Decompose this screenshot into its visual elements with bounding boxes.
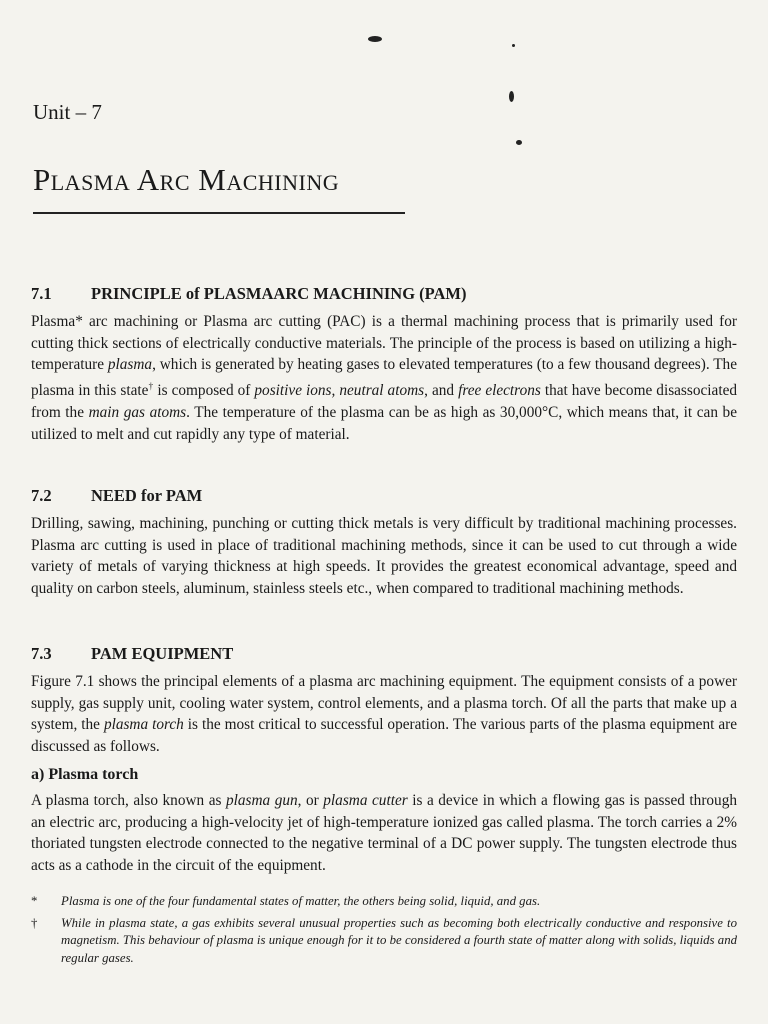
section-7-2 (31, 486, 737, 600)
section-heading (31, 486, 737, 506)
footnote (31, 915, 737, 968)
section-heading (31, 644, 737, 664)
footnote-text: Plasma is one of the four fundamental states of matter, the others being solid, liquid, and gas. (61, 894, 541, 908)
text-run: , and (424, 382, 459, 400)
text-run: . The temperature of the plasma can be as high as 30,000°C, which means that, it can be utilized to melt and cut rapidly any type of material. (31, 403, 737, 443)
title-underline (33, 212, 405, 214)
text-run: , which is generated by heating gases to elevated temperatures (to a few thousand degrees). The plasma in this state (31, 356, 737, 400)
scan-speck (368, 36, 382, 42)
section-paragraph (31, 311, 737, 445)
text-run: A plasma torch, also known as (31, 791, 226, 809)
section-number: 7.3 (31, 644, 52, 663)
text-run: Figure 7.1 shows the principal elements of a plasma arc machining equipment. The equipment consists of a power supply, gas supply unit, cooling water system, control elements, and a plasma torch. Of all the parts that make up a system, the (31, 673, 737, 734)
section-title: PAM EQUIPMENT (91, 644, 234, 663)
footnote-mark: † (31, 915, 38, 930)
section-title: PRINCIPLE of PLASMAARC MACHINING (PAM) (91, 284, 467, 303)
italic-term: main gas atoms (88, 403, 187, 421)
chapter-title: Plasma Arc Machining (33, 162, 340, 197)
section-paragraph (31, 671, 737, 758)
subsection-heading: a) Plasma torch (31, 765, 139, 783)
italic-term: free electrons (458, 382, 541, 400)
text-run: that have become disassociated from the (31, 382, 738, 421)
scan-speck (512, 44, 515, 47)
section-number: 7.2 (31, 486, 52, 505)
subsection-paragraph (31, 790, 737, 877)
section-title: NEED for PAM (91, 486, 203, 505)
footnote-marker: † (148, 381, 154, 392)
unit-label: Unit – 7 (33, 100, 102, 124)
scan-speck (509, 91, 514, 102)
italic-term: plasma (107, 356, 153, 374)
italic-term: plasma torch (103, 716, 184, 734)
section-heading (31, 284, 737, 304)
text-run: is composed of (153, 382, 255, 400)
footnotes (31, 893, 737, 971)
italic-term: plasma cutter (323, 791, 408, 809)
scan-speck (516, 140, 522, 145)
italic-term: plasma gun (225, 791, 298, 809)
text-run: is a device in which a flowing gas is passed through an electric arc, producing a high-velocity jet of high-temperature ionized gas called plasma. The torch carries a 2% thoriated tungsten electrode connected to the negative terminal of a DC power supply. The tungsten electrode thus acts as a cathode in the circuit of the equipment. (31, 791, 738, 874)
section-7-1 (31, 284, 737, 445)
footnote (31, 893, 737, 911)
footnote-mark: * (31, 894, 38, 908)
text-run: Plasma* arc machining or Plasma arc cutting (PAC) is a thermal machining process that is primarily used for cutting thick sections of electrically conductive materials. The principle of the process is based on utilizing a high-temperature (31, 313, 737, 374)
section-number: 7.1 (31, 284, 52, 303)
section-7-3 (31, 644, 737, 877)
text-run: is the most critical to successful operation. The various parts of the plasma equipment are discussed as follows. (31, 716, 737, 756)
footnote-text: While in plasma state, a gas exhibits several unusual properties such as becoming both electrically conductive and responsive to magnetism. This behaviour of plasma is unique enough for it to be considered a fourth state of matter along with solids, liquids and regular gases. (61, 915, 737, 965)
section-paragraph: Drilling, sawing, machining, punching or cutting thick metals is very difficult by traditional machining processes. Plasma arc cutting is used in place of traditional machining methods, since it can be used to cut through a wide variety of metals of varying thickness at high speeds. It provides the greatest economical advantage, speed and quality on carbon steels, aluminum, stainless steels etc., when compared to traditional machining methods. (31, 515, 737, 598)
text-run: , or (297, 791, 324, 809)
italic-term: positive ions, neutral atoms (254, 382, 425, 400)
